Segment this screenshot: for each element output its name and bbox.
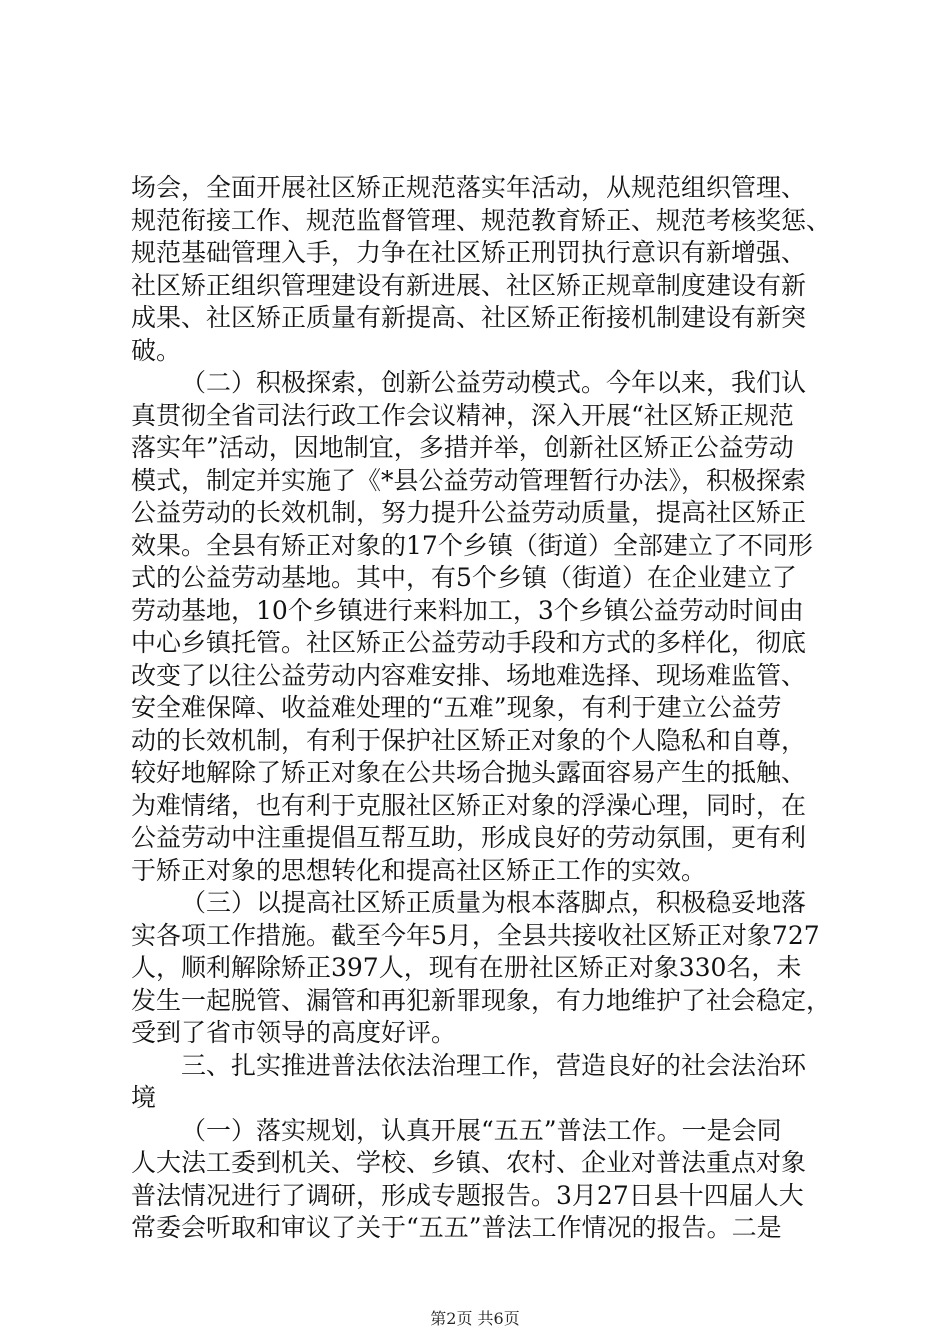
text-line: 公益劳动的长效机制，努力提升公益劳动质量，提高社区矫正 bbox=[131, 498, 807, 527]
text-line: 公益劳动中注重提倡互帮互助，形成良好的劳动氛围，更有利 bbox=[131, 823, 807, 852]
text-line: （一）落实规划，认真开展“五五”普法工作。一是会同 bbox=[181, 1115, 782, 1145]
text-line: 实各项工作措施。截至今年5月，全县共接收社区矫正对象727 bbox=[131, 920, 820, 950]
text-line: 普法情况进行了调研，形成专题报告。3月27日县十四届人大 bbox=[131, 1180, 804, 1210]
text-line: 真贯彻全省司法行政工作会议精神，深入开展“社区矫正规范 bbox=[131, 400, 794, 430]
text-line: 效果。全县有矫正对象的17个乡镇（街道）全部建立了不同形 bbox=[131, 530, 813, 560]
text-line: 动的长效机制，有利于保护社区矫正对象的个人隐私和自尊， bbox=[131, 725, 807, 755]
text-line: （二）积极探索，创新公益劳动模式。今年以来，我们认 bbox=[181, 368, 807, 397]
page-footer: 第2页 共6页 bbox=[430, 1309, 520, 1328]
text-line: 境 bbox=[131, 1083, 157, 1112]
text-line: 劳动基地，10个乡镇进行来料加工，3个乡镇公益劳动时间由 bbox=[131, 595, 804, 625]
text-line: 人，顺利解除矫正397人，现有在册社区矫正对象330名，未 bbox=[131, 953, 802, 982]
text-line: 中心乡镇托管。社区矫正公益劳动手段和方式的多样化，彻底 bbox=[131, 628, 807, 657]
text-line: 场会，全面开展社区矫正规范落实年活动，从规范组织管理、 bbox=[131, 173, 807, 202]
document-body bbox=[131, 172, 831, 1245]
text-line: 人大法工委到机关、学校、乡镇、农村、企业对普法重点对象 bbox=[131, 1148, 807, 1177]
text-line: 安全难保障、收益难处理的“五难”现象，有利于建立公益劳 bbox=[131, 693, 782, 722]
text-line: 规范基础管理入手，力争在社区矫正刑罚执行意识有新增强、 bbox=[131, 238, 807, 267]
text-line: （三）以提高社区矫正质量为根本落脚点，积极稳妥地落 bbox=[181, 888, 807, 917]
text-line: 式的公益劳动基地。其中，有5个乡镇（街道）在企业建立了 bbox=[131, 563, 797, 592]
text-line: 规范衔接工作、规范监督管理、规范教育矫正、规范考核奖惩、 bbox=[131, 205, 832, 235]
text-line: 成果、社区矫正质量有新提高、社区矫正衔接机制建设有新突 bbox=[131, 303, 807, 332]
text-line: 破。 bbox=[131, 335, 182, 365]
text-line: 改变了以往公益劳动内容难安排、场地难选择、现场难监管、 bbox=[131, 660, 807, 690]
text-line: 受到了省市领导的高度好评。 bbox=[131, 1018, 457, 1047]
text-line: 落实年”活动，因地制宜，多措并举，创新社区矫正公益劳动 bbox=[131, 433, 794, 462]
text-line: 于矫正对象的思想转化和提高社区矫正工作的实效。 bbox=[131, 855, 707, 885]
text-line: 常委会听取和审议了关于“五五”普法工作情况的报告。二是 bbox=[131, 1213, 782, 1242]
text-line: 发生一起脱管、漏管和再犯新罪现象，有力地维护了社会稳定， bbox=[131, 985, 832, 1015]
text-line: 为难情绪，也有利于克服社区矫正对象的浮澡心理，同时，在 bbox=[131, 790, 807, 820]
text-line: 三、扎实推进普法依法治理工作，营造良好的社会法治环 bbox=[181, 1050, 807, 1080]
text-line: 模式，制定并实施了《*县公益劳动管理暂行办法》，积极探索 bbox=[131, 465, 807, 495]
text-line: 较好地解除了矫正对象在公共场合抛头露面容易产生的抵触、 bbox=[131, 758, 807, 787]
text-line: 社区矫正组织管理建设有新进展、社区矫正规章制度建设有新 bbox=[131, 270, 807, 300]
